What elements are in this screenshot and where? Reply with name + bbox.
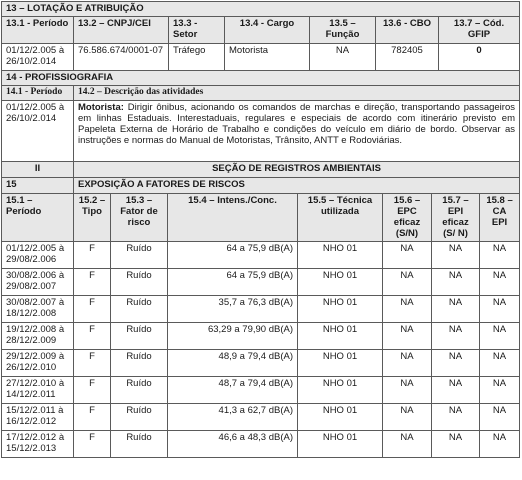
descricao-text: Dirigir ônibus, acionando os comandos de marchas e direção, transportando passageiros em linhas Estaduais. Interestaduais, regulares e especiais de acordo com itinerário previsto em Papeleta Externa de Horário de Trabalho e condições do veículo em diário de bordo. Observar as instruções e normas do Manual de Motoristas, Trânsito, ANTT e Rodoviárias.: [78, 102, 515, 146]
header-14-2: 14.2 – Descrição das atividades: [74, 86, 520, 101]
risk-tipo: F: [74, 296, 111, 323]
risk-tipo: F: [74, 377, 111, 404]
risk-tecnica: NHO 01: [298, 242, 383, 269]
header-13-2: 13.2 – CNPJ/CEI: [74, 17, 169, 44]
risk-row: [2, 404, 520, 431]
risk-tipo: F: [74, 242, 111, 269]
risk-epc: NA: [383, 350, 432, 377]
risk-fator: Ruído: [111, 242, 168, 269]
risk-epc: NA: [383, 242, 432, 269]
risk-row: [2, 377, 520, 404]
header-15-6: 15.6 – EPC eficaz (S/N): [383, 194, 432, 242]
header-13-7: 13.7 – Cód. GFIP: [439, 17, 520, 44]
lotacao-setor: Tráfego: [169, 44, 225, 71]
risk-row: [2, 431, 520, 458]
risk-ca: NA: [480, 404, 520, 431]
risk-intensidade: 46,6 a 48,3 dB(A): [168, 431, 298, 458]
risk-fator: Ruído: [111, 404, 168, 431]
risk-periodo: 30/08/2.006 à 29/08/2.007: [2, 269, 74, 296]
risk-tecnica: NHO 01: [298, 269, 383, 296]
section-15-number: 15: [2, 178, 74, 194]
risk-row: [2, 242, 520, 269]
risk-tipo: F: [74, 323, 111, 350]
risk-fator: Ruído: [111, 431, 168, 458]
risk-row: [2, 323, 520, 350]
risk-intensidade: 35,7 a 76,3 dB(A): [168, 296, 298, 323]
risk-tecnica: NHO 01: [298, 350, 383, 377]
header-14-1: 14.1 - Período: [2, 86, 74, 101]
risk-epi: NA: [432, 269, 480, 296]
risk-periodo: 29/12/2.009 à 26/12/2.010: [2, 350, 74, 377]
header-13-1: 13.1 - Período: [2, 17, 74, 44]
risk-periodo: 15/12/2.011 à 16/12/2.012: [2, 404, 74, 431]
risk-epi: NA: [432, 242, 480, 269]
section-ii-title: SEÇÃO DE REGISTROS AMBIENTAIS: [74, 162, 520, 178]
header-13-5: 13.5 – Função: [310, 17, 376, 44]
header-15-7: 15.7 – EPI eficaz (S/ N): [432, 194, 480, 242]
risk-tipo: F: [74, 431, 111, 458]
risk-intensidade: 64 a 75,9 dB(A): [168, 269, 298, 296]
risk-epc: NA: [383, 269, 432, 296]
risk-epi: NA: [432, 323, 480, 350]
risk-intensidade: 41,3 a 62,7 dB(A): [168, 404, 298, 431]
risk-tipo: F: [74, 269, 111, 296]
lotacao-cargo: Motorista: [225, 44, 310, 71]
risk-epi: NA: [432, 296, 480, 323]
profissiografia-descricao: [74, 101, 520, 162]
risk-epc: NA: [383, 404, 432, 431]
header-15-1: 15.1 – Período: [2, 194, 74, 242]
risk-tecnica: NHO 01: [298, 323, 383, 350]
section-15-title: EXPOSIÇÃO A FATORES DE RISCOS: [74, 178, 520, 194]
risk-intensidade: 48,7 a 79,4 dB(A): [168, 377, 298, 404]
descricao-label: Motorista:: [78, 102, 124, 113]
risk-epc: NA: [383, 296, 432, 323]
risk-rows: [2, 242, 520, 458]
risk-row: [2, 296, 520, 323]
risk-ca: NA: [480, 296, 520, 323]
risk-tecnica: NHO 01: [298, 296, 383, 323]
risk-row: [2, 269, 520, 296]
risk-epc: NA: [383, 323, 432, 350]
header-13-6: 13.6 - CBO: [376, 17, 439, 44]
risk-fator: Ruído: [111, 350, 168, 377]
risk-ca: NA: [480, 350, 520, 377]
risk-intensidade: 48,9 a 79,4 dB(A): [168, 350, 298, 377]
risk-periodo: 19/12/2.008 à 28/12/2.009: [2, 323, 74, 350]
risk-fator: Ruído: [111, 323, 168, 350]
risk-periodo: 30/08/2.007 à 18/12/2.008: [2, 296, 74, 323]
risk-periodo: 27/12/2.010 à 14/12/2.011: [2, 377, 74, 404]
risk-fator: Ruído: [111, 296, 168, 323]
risk-ca: NA: [480, 323, 520, 350]
lotacao-periodo: 01/12/2.005 à 26/10/2.014: [2, 44, 74, 71]
header-15-2: 15.2 – Tipo: [74, 194, 111, 242]
header-13-3: 13.3 - Setor: [169, 17, 225, 44]
risk-tecnica: NHO 01: [298, 377, 383, 404]
risk-tipo: F: [74, 350, 111, 377]
section-ii-number: II: [2, 162, 74, 178]
risk-periodo: 17/12/2.012 à 15/12/2.013: [2, 431, 74, 458]
ppp-form-page: [1, 1, 519, 458]
risk-epi: NA: [432, 377, 480, 404]
lotacao-funcao: NA: [310, 44, 376, 71]
risk-epi: NA: [432, 350, 480, 377]
section-15-table: [1, 161, 520, 458]
header-15-3: 15.3 – Fator de risco: [111, 194, 168, 242]
risk-ca: NA: [480, 242, 520, 269]
section-14-title: 14 - PROFISSIOGRAFIA: [2, 71, 520, 86]
lotacao-cbo: 782405: [376, 44, 439, 71]
header-13-4: 13.4 - Cargo: [225, 17, 310, 44]
section-14-table: [1, 70, 520, 162]
risk-tecnica: NHO 01: [298, 404, 383, 431]
profissiografia-periodo: 01/12/2.005 à 26/10/2.014: [2, 101, 74, 162]
header-15-8: 15.8 – CA EPI: [480, 194, 520, 242]
risk-ca: NA: [480, 431, 520, 458]
risk-ca: NA: [480, 269, 520, 296]
risk-intensidade: 64 a 75,9 dB(A): [168, 242, 298, 269]
risk-row: [2, 350, 520, 377]
risk-fator: Ruído: [111, 377, 168, 404]
header-15-5: 15.5 – Técnica utilizada: [298, 194, 383, 242]
risk-ca: NA: [480, 377, 520, 404]
risk-tecnica: NHO 01: [298, 431, 383, 458]
risk-periodo: 01/12/2.005 à 29/08/2.006: [2, 242, 74, 269]
risk-epi: NA: [432, 431, 480, 458]
risk-tipo: F: [74, 404, 111, 431]
header-15-4: 15.4 – Intens./Conc.: [168, 194, 298, 242]
lotacao-cnpj: 76.586.674/0001-07: [74, 44, 169, 71]
lotacao-gfip: 0: [439, 44, 520, 71]
risk-intensidade: 63,29 a 79,90 dB(A): [168, 323, 298, 350]
risk-epc: NA: [383, 431, 432, 458]
section-13-table: [1, 1, 520, 71]
risk-epi: NA: [432, 404, 480, 431]
section-13-title: 13 – LOTAÇÃO E ATRIBUIÇÃO: [2, 2, 520, 17]
risk-fator: Ruído: [111, 269, 168, 296]
risk-epc: NA: [383, 377, 432, 404]
